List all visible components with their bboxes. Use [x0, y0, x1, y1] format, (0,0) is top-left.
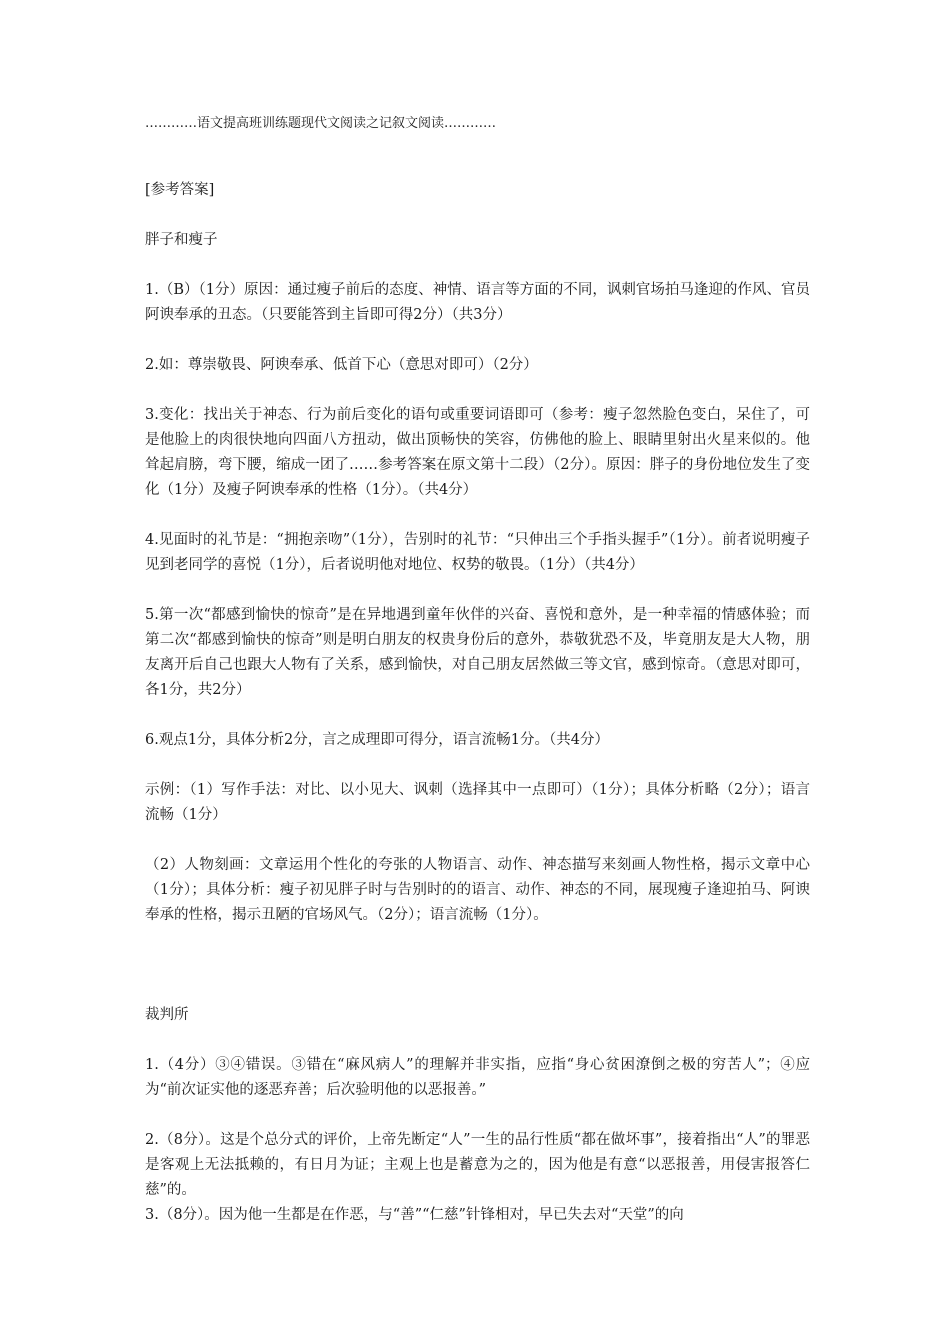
answer-item: 1.（B）（1分）原因：通过瘦子前后的态度、神情、语言等方面的不同，讽刺官场拍马逢迎的作风、官员阿谀奉承的丑态。（只要能答到主旨即可得2分）（共3分）: [145, 282, 810, 323]
answer-example: 示例：（1）写作手法：对比、以小见大、讽刺（选择其中一点即可）（1分）；具体分析略（2分）；语言流畅（1分）: [145, 782, 810, 823]
section-title-caipansuo: 裁判所: [145, 1007, 189, 1023]
answer-item: 4.见面时的礼节是：“拥抱亲吻”（1分），告别时的礼节：“只伸出三个手指头握手”（1分）。前者说明瘦子见到老同学的喜悦（1分），后者说明他对地位、权势的敬畏。（1分）（共4分）: [145, 532, 810, 573]
page-header: …………语文提高班训练题现代文阅读之记叙文阅读…………: [145, 116, 497, 131]
answer-item: 3.变化：找出关于神态、行为前后变化的语句或重要词语即可（参考：瘦子忽然脸色变白，呆住了，可是他脸上的肉很快地向四面八方扭动，做出顶畅快的笑容，仿佛他的脸上、眼睛里射出火星来似的。他耸起肩膀，弯下腰，缩成一团了……参考答案在原文第十二段）（2分）。原因：胖子的身份地位发生了变化（1分）及瘦子阿谀奉承的性格（1分）。（共4分）: [145, 407, 810, 498]
answer-item: 2.（8分）。这是个总分式的评价，上帝先断定“人”一生的品行性质“都在做坏事”，接着指出“人”的罪恶是客观上无法抵赖的，有日月为证；主观上也是蓄意为之的，因为他是有意“以恶报善，用侵害报答仁慈”的。: [145, 1132, 810, 1198]
answer-item: 2.如：尊崇敬畏、阿谀奉承、低首下心（意思对即可）（2分）: [145, 357, 538, 373]
answer-item: 6.观点1分，具体分析2分，言之成理即可得分，语言流畅1分。（共4分）: [145, 732, 609, 748]
answer-item: 3.（8分）。因为他一生都是在作恶，与“善”“仁慈”针锋相对，早已失去对“天堂”的向: [145, 1207, 684, 1223]
section-title-pangzi: 胖子和瘦子: [145, 232, 218, 248]
document-body: [145, 178, 810, 1228]
answer-item: 5.第一次“都感到愉快的惊奇”是在异地遇到童年伙伴的兴奋、喜悦和意外，是一种幸福的情感体验；而第二次“都感到愉快的惊奇”则是明白朋友的权贵身份后的意外，恭敬犹恐不及，毕竟朋友是大人物，朋友离开后自己也跟大人物有了关系，感到愉快，对自己朋友居然做三等文官，感到惊奇。（意思对即可，各1分，共2分）: [145, 607, 810, 698]
answer-heading: [参考答案]: [145, 182, 215, 198]
answer-example: （2）人物刻画：文章运用个性化的夸张的人物语言、动作、神态描写来刻画人物性格，揭示文章中心（1分）；具体分析：瘦子初见胖子时与告别时的的语言、动作、神态的不同，展现瘦子逢迎拍马、阿谀奉承的性格，揭示丑陋的官场风气。（2分）；语言流畅（1分）。: [145, 857, 810, 923]
answer-item: 1.（4分）③④错误。③错在“麻风病人”的理解并非实指，应指“身心贫困潦倒之极的穷苦人”；④应为“前次证实他的逐恶弃善；后次验明他的以恶报善。”: [145, 1057, 810, 1098]
